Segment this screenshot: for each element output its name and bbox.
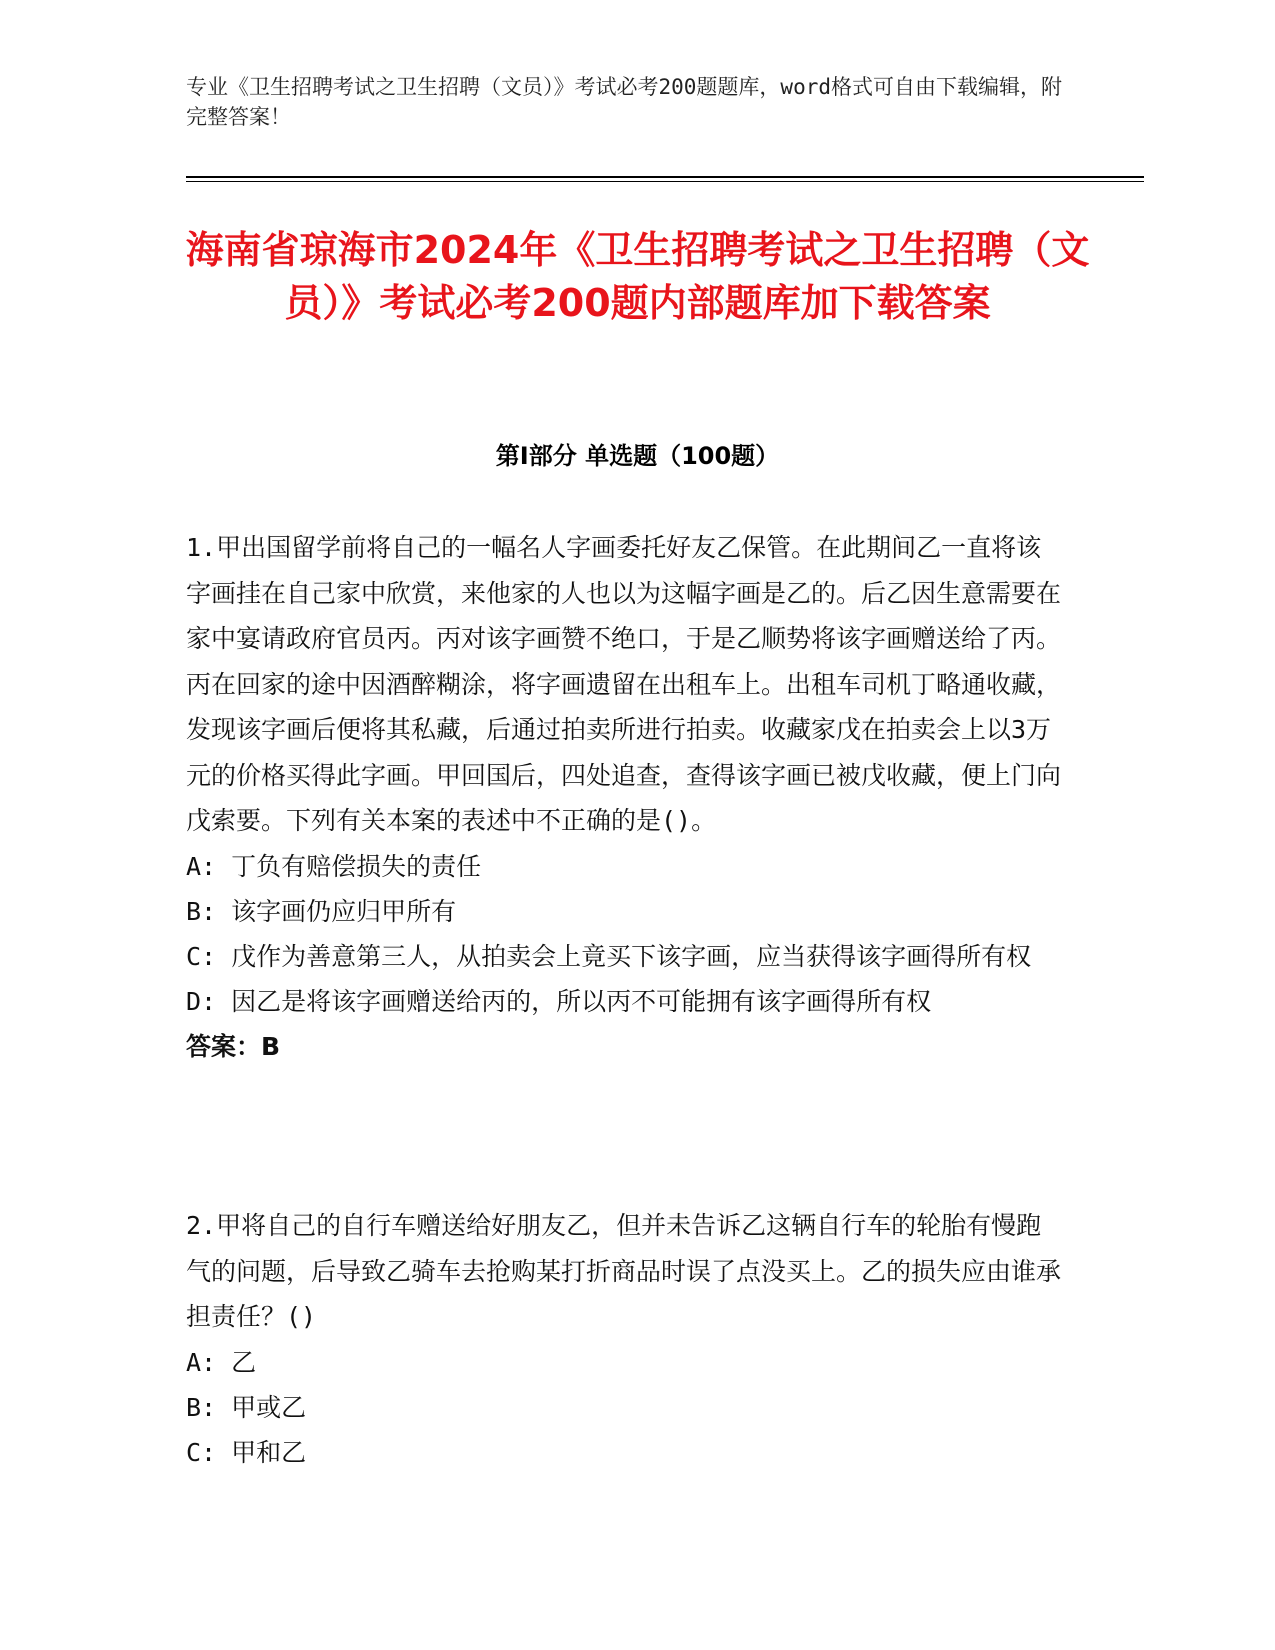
option-c: C: 甲和乙 (186, 1437, 307, 1467)
header-note: 专业《卫生招聘考试之卫生招聘（文员）》考试必考200题题库，word格式可自由下载编辑，附完整答案！ (186, 75, 1062, 129)
question-2 (186, 1203, 1066, 1475)
option-b: B: 该字画仍应归甲所有 (186, 896, 457, 926)
question-1 (186, 525, 1066, 1070)
option-a: A: 乙 (186, 1347, 257, 1377)
question-text: 1.甲出国留学前将自己的一幅名人字画委托好友乙保管。在此期间乙一直将该字画挂在自己家中欣赏，来他家的人也以为这幅字画是乙的。后乙因生意需要在家中宴请政府官员丙。丙对该字画赞不绝口，于是乙顺势将该字画赠送给了丙。丙在回家的途中因酒醉糊涂，将字画遗留在出租车上。出租车司机丁略通收藏，发现该字画后便将其私藏，后通过拍卖所进行拍卖。收藏家戊在拍卖会上以3万元的价格买得此字画。甲回国后，四处追查，查得该字画已被戊收藏，便上门向戊索要。下列有关本案的表述中不正确的是()。 (186, 533, 1062, 835)
question-text: 2.甲将自己的自行车赠送给好朋友乙，但并未告诉乙这辆自行车的轮胎有慢跑气的问题，后导致乙骑车去抢购某打折商品时误了点没买上。乙的损失应由谁承担责任？() (186, 1211, 1062, 1331)
answer: 答案：B (186, 1031, 281, 1061)
option-a: A: 丁负有赔偿损失的责任 (186, 851, 482, 881)
document-title: 海南省琼海市2024年《卫生招聘考试之卫生招聘（文员）》考试必考200题内部题库加下载答案 (185, 228, 1090, 325)
header-rule-thin (186, 181, 1144, 182)
option-c: C: 戊作为善意第三人，从拍卖会上竟买下该字画，应当获得该字画得所有权 (186, 941, 1032, 971)
header-rule-thick (186, 176, 1144, 178)
section-heading: 第Ⅰ部分 单选题（100题） (495, 442, 780, 470)
option-b: B: 甲或乙 (186, 1392, 307, 1422)
option-d: D: 因乙是将该字画赠送给丙的，所以丙不可能拥有该字画得所有权 (186, 986, 932, 1016)
